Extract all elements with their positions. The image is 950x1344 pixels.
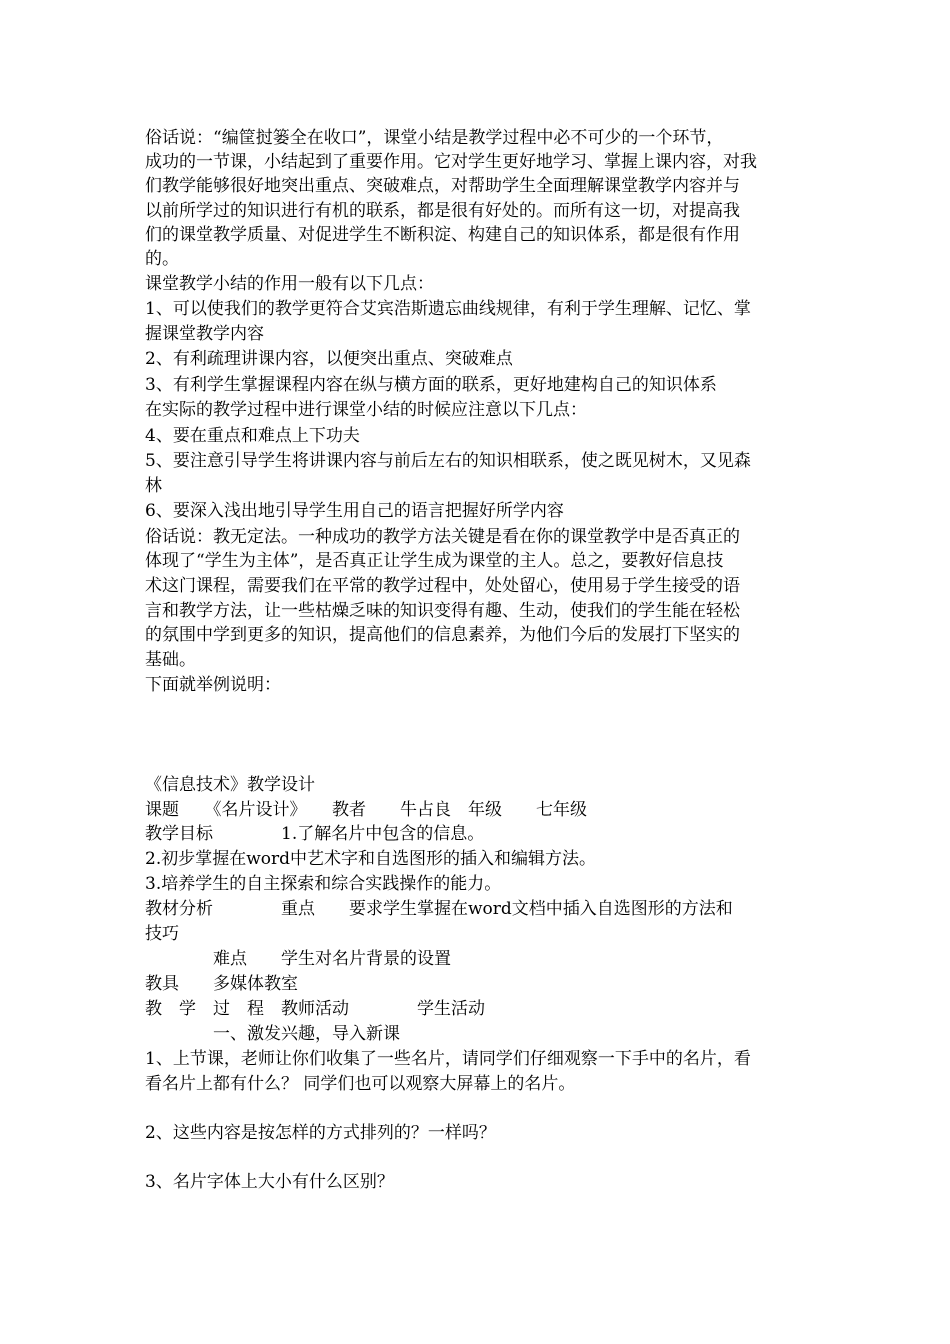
text-line: 林 [145,476,162,496]
text-line: 4、要在重点和难点上下功夫 [145,426,360,446]
text-line: 在实际的教学过程中进行课堂小结的时候应注意以下几点： [145,400,587,420]
goal-row: 教学目标 1.了解名片中包含的信息。 [145,824,485,844]
text-line: 们的课堂教学质量、对促进学生不断积淀、构建自己的知识体系，都是很有作用 [145,225,740,245]
text-line: 基础。 [145,650,196,670]
goal-row: 3.培养学生的自主探索和综合实践操作的能力。 [145,874,502,894]
text-line: 下面就举例说明： [145,675,281,695]
text-line: 课堂教学小结的作用一般有以下几点： [145,274,434,294]
analysis-row: 技巧 [145,924,179,944]
text-line: 俗话说：“编筐挝篓全在收口”，课堂小结是教学过程中必不可少的一个环节， [145,128,724,148]
question: 2、这些内容是按怎样的方式排列的？一样吗？ [145,1123,496,1143]
text-line: 握课堂教学内容 [145,324,264,344]
course-row: 课题 《名片设计》 教者 牛占良 年级 七年级 [145,800,587,820]
analysis-row: 教材分析 重点 要求学生掌握在word文档中插入自选图形的方法和 [145,899,733,919]
text-line: 术这门课程，需要我们在平常的教学过程中，处处留心，使用易于学生接受的语 [145,576,740,596]
difficulty-row: 难点 学生对名片背景的设置 [145,949,451,969]
text-line: 的。 [145,249,179,269]
text-line: 成功的一节课，小结起到了重要作用。它对学生更好地学习、掌握上课内容，对我 [145,152,757,172]
text-line: 5、要注意引导学生将讲课内容与前后左右的知识相联系，使之既见树木，又见森 [145,451,751,471]
question: 看名片上都有什么？ 同学们也可以观察大屏幕上的名片。 [145,1074,576,1094]
text-line: 3、有利学生掌握课程内容在纵与横方面的联系，更好地建构自己的知识体系 [145,375,717,395]
question: 3、名片字体上大小有什么区别？ [145,1172,394,1192]
text-line: 言和教学方法，让一些枯燥乏味的知识变得有趣、生动，使我们的学生能在轻松 [145,601,740,621]
goal-row: 2.初步掌握在word中艺术字和自选图形的插入和编辑方法。 [145,849,597,869]
step-title: 一、激发兴趣，导入新课 [145,1024,400,1044]
process-row: 教 学 过 程 教师活动 学生活动 [145,999,485,1019]
text-line: 6、要深入浅出地引导学生用自己的语言把握好所学内容 [145,501,564,521]
text-line: 们教学能够很好地突出重点、突破难点，对帮助学生全面理解课堂教学内容并与 [145,176,740,196]
text-line: 的氛围中学到更多的知识，提高他们的信息素养，为他们今后的发展打下坚实的 [145,625,740,645]
text-line: 2、有利疏理讲课内容，以便突出重点、突破难点 [145,349,513,369]
tools-row: 教具 多媒体教室 [145,974,298,994]
design-title: 《信息技术》教学设计 [145,775,315,795]
question: 1、上节课，老师让你们收集了一些名片，请同学们仔细观察一下手中的名片，看 [145,1049,751,1069]
text-line: 体现了“学生为主体”，是否真正让学生成为课堂的主人。总之，要教好信息技 [145,551,724,571]
text-line: 俗话说：教无定法。一种成功的教学方法关键是看在你的课堂教学中是否真正的 [145,527,740,547]
text-line: 1、可以使我们的教学更符合艾宾浩斯遗忘曲线规律，有利于学生理解、记忆、掌 [145,299,751,319]
text-line: 以前所学过的知识进行有机的联系，都是很有好处的。而所有这一切，对提高我 [145,201,740,221]
